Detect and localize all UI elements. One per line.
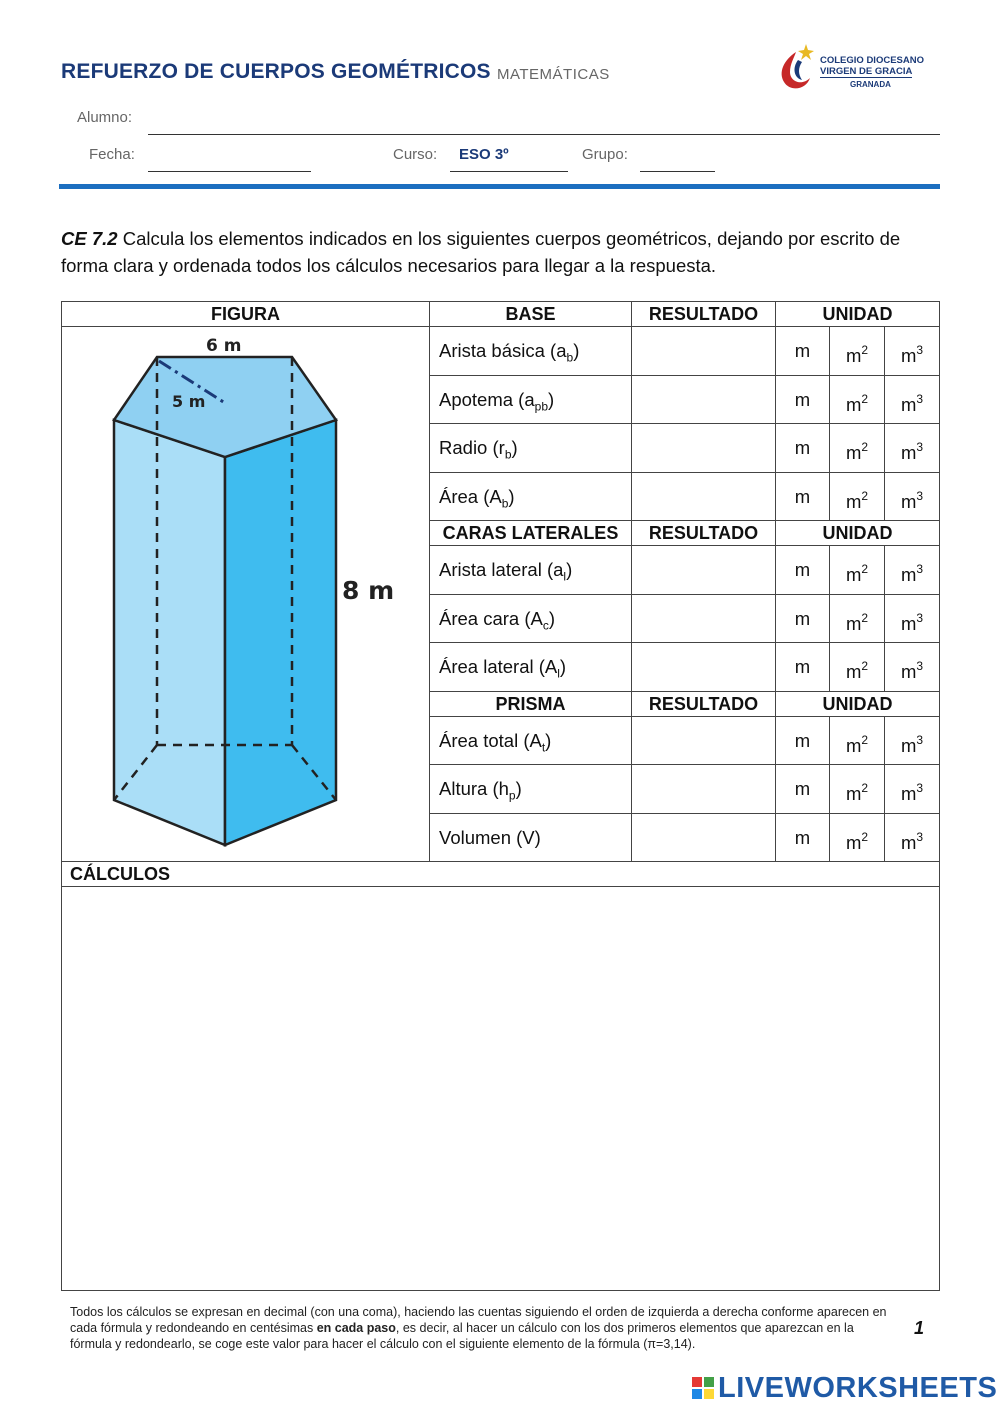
unit-m3-option[interactable] xyxy=(885,814,939,862)
unit-m2-base: m xyxy=(845,832,862,854)
curso-value: ESO 3º xyxy=(459,146,509,163)
unit-m-option[interactable] xyxy=(776,765,830,814)
unit-m3-exp: 3 xyxy=(916,562,924,576)
unit-m3-base: m xyxy=(900,783,917,805)
unit-m2-option[interactable] xyxy=(830,473,885,521)
footer-text-2: , es decir, al hacer un cálculo con los dos primeros elementos que aparezcan en la fórmula y redondearlo, se coge este valor para hacer el cálculo con el siguiente elemento de la fórmula (π=3,14). xyxy=(70,1321,854,1351)
unit-m2-base: m xyxy=(845,783,862,805)
footer-text-1: Todos los cálculos se expresan en decimal (con una coma), haciendo las cuentas siguiendo el orden de izquierda a derecha conforme aparecen en cada fórmula y redondeando en centésimas xyxy=(70,1305,887,1335)
result-input[interactable] xyxy=(632,327,776,376)
unit-m2-option[interactable] xyxy=(830,376,885,424)
row-label-sub: pb xyxy=(534,399,548,414)
row-label-close: ) xyxy=(515,778,522,799)
unit-m2-base: m xyxy=(845,345,862,367)
apothem-label: 5 m xyxy=(172,392,206,411)
unit-m2-exp: 2 xyxy=(861,733,869,747)
row-label-sub: l xyxy=(557,666,560,681)
criterion-code: CE 7.2 xyxy=(61,228,118,249)
row-label-close: ) xyxy=(548,389,555,410)
unit-m-option[interactable] xyxy=(776,643,830,692)
unit-m-text: m xyxy=(794,827,811,848)
unit-m2-base: m xyxy=(845,491,862,513)
caras-unit-header: UNIDAD xyxy=(776,521,939,546)
row-label-close: ) xyxy=(545,730,552,751)
unit-m3-option[interactable] xyxy=(885,327,939,376)
unit-m-text: m xyxy=(794,608,811,629)
unit-m2-option[interactable] xyxy=(830,765,885,814)
unit-m2-base: m xyxy=(845,394,862,416)
unit-m-option[interactable] xyxy=(776,814,830,862)
unit-m3-exp: 3 xyxy=(916,343,924,357)
unit-m3-base: m xyxy=(900,735,917,757)
result-input[interactable] xyxy=(632,424,776,473)
grupo-label: Grupo: xyxy=(582,146,628,163)
exercise-table xyxy=(61,301,940,1291)
unit-m-text: m xyxy=(794,778,811,799)
caras-header: CARAS LATERALES xyxy=(430,521,632,546)
row-label-sub: t xyxy=(541,740,546,755)
base-result-header: RESULTADO xyxy=(632,302,776,327)
prisma-unit-header: UNIDAD xyxy=(776,692,939,717)
row-label-text: Arista básica (a xyxy=(439,340,567,361)
unit-m2-base: m xyxy=(845,442,862,464)
row-label xyxy=(430,765,632,814)
unit-m2-exp: 2 xyxy=(861,659,869,673)
row-label xyxy=(430,546,632,595)
unit-m-option[interactable] xyxy=(776,376,830,424)
result-input[interactable] xyxy=(632,643,776,692)
unit-m3-option[interactable] xyxy=(885,717,939,765)
row-label-sub: b xyxy=(501,496,509,511)
row-label-close: ) xyxy=(511,437,518,458)
unit-m2-option[interactable] xyxy=(830,595,885,643)
row-label-close: ) xyxy=(559,656,567,677)
grupo-field[interactable] xyxy=(640,171,715,172)
unit-m-text: m xyxy=(794,340,811,361)
unit-m3-base: m xyxy=(900,832,917,854)
unit-m2-option[interactable] xyxy=(830,814,885,862)
unit-m2-base: m xyxy=(845,735,862,757)
row-label-sub: b xyxy=(504,447,512,462)
row-label-text: Arista lateral (a xyxy=(439,559,564,580)
row-label xyxy=(430,643,632,692)
footer-text-bold: en cada paso xyxy=(316,1321,396,1335)
result-input[interactable] xyxy=(632,376,776,424)
alumno-field[interactable] xyxy=(148,134,940,135)
page-number: 1 xyxy=(914,1318,925,1338)
unit-m-option[interactable] xyxy=(776,473,830,521)
row-label xyxy=(430,424,632,473)
header-divider xyxy=(59,184,940,189)
row-label-text: Área total (A xyxy=(439,730,542,751)
unit-m2-option[interactable] xyxy=(830,643,885,692)
result-input[interactable] xyxy=(632,814,776,862)
worksheet-title: REFUERZO DE CUERPOS GEOMÉTRICOS xyxy=(61,60,491,83)
fecha-label: Fecha: xyxy=(89,146,135,163)
row-label xyxy=(430,473,632,521)
result-input[interactable] xyxy=(632,546,776,595)
unit-m2-base: m xyxy=(845,613,862,635)
unit-m3-exp: 3 xyxy=(916,781,924,795)
unit-m2-base: m xyxy=(845,564,862,586)
instructions xyxy=(61,225,946,279)
row-label-close: ) xyxy=(573,340,580,361)
result-input[interactable] xyxy=(632,765,776,814)
unit-m2-option[interactable] xyxy=(830,546,885,595)
calculos-area[interactable] xyxy=(62,887,939,1290)
unit-m3-option[interactable] xyxy=(885,643,939,692)
unit-m3-base: m xyxy=(900,491,917,513)
logo-line-2: VIRGEN DE GRACIA xyxy=(820,66,913,77)
unit-m2-exp: 2 xyxy=(861,440,869,454)
logo-line-1: COLEGIO DIOCESANO xyxy=(820,55,924,66)
unit-m3-base: m xyxy=(900,345,917,367)
row-label xyxy=(430,595,632,643)
base-header: BASE xyxy=(430,302,632,327)
prisma-result-header: RESULTADO xyxy=(632,692,776,717)
unit-m-option[interactable] xyxy=(776,424,830,473)
logo-line-3: GRANADA xyxy=(850,80,891,89)
pentagonal-prism-figure xyxy=(62,327,430,862)
figure-cell xyxy=(62,327,430,862)
row-label-text: Apotema (a xyxy=(439,389,535,410)
unit-m3-exp: 3 xyxy=(916,611,924,625)
result-input[interactable] xyxy=(632,595,776,643)
unit-m-option[interactable] xyxy=(776,327,830,376)
height-label: 8 m xyxy=(342,576,395,605)
unit-m2-exp: 2 xyxy=(861,562,869,576)
curso-field[interactable] xyxy=(450,171,568,172)
row-label-close: ) xyxy=(548,608,556,629)
unit-m2-exp: 2 xyxy=(861,489,869,503)
unit-m3-exp: 3 xyxy=(916,440,924,454)
row-label xyxy=(430,376,632,424)
unit-m-text: m xyxy=(794,437,811,458)
row-label-sub: p xyxy=(508,788,516,803)
unit-m-text: m xyxy=(794,559,811,580)
liveworksheets-text: LIVEWORKSHEETS xyxy=(718,1372,998,1404)
row-label xyxy=(430,327,632,376)
school-logo xyxy=(776,42,946,94)
unit-m2-base: m xyxy=(845,661,862,683)
unit-m3-exp: 3 xyxy=(916,733,924,747)
row-label-text: Área lateral (A xyxy=(439,656,558,677)
unit-m3-option[interactable] xyxy=(885,376,939,424)
unit-m2-option[interactable] xyxy=(830,327,885,376)
unit-m-text: m xyxy=(794,656,811,677)
base-unit-header: UNIDAD xyxy=(776,302,939,327)
unit-m3-exp: 3 xyxy=(916,830,924,844)
instructions-text: Calcula los elementos indicados en los siguientes cuerpos geométricos, dejando por escrito de forma clara y ordenada todos los cálculos necesarios para llegar a la respuesta. xyxy=(61,228,901,276)
subject-label: MATEMÁTICAS xyxy=(497,66,610,83)
unit-m3-option[interactable] xyxy=(885,546,939,595)
calculos-header: CÁLCULOS xyxy=(62,862,939,887)
figura-header: FIGURA xyxy=(62,302,430,327)
alumno-label: Alumno: xyxy=(77,109,133,126)
caras-result-header: RESULTADO xyxy=(632,521,776,546)
school-logo-icon xyxy=(776,42,818,94)
row-label-sub: c xyxy=(542,618,549,633)
unit-m3-exp: 3 xyxy=(916,392,924,406)
unit-m-text: m xyxy=(794,486,811,507)
unit-m-option[interactable] xyxy=(776,546,830,595)
unit-m-option[interactable] xyxy=(776,595,830,643)
unit-m-text: m xyxy=(794,730,811,751)
row-label-text: Radio (r xyxy=(439,437,505,458)
liveworksheets-brand xyxy=(692,1372,997,1405)
row-label-text: Área cara (A xyxy=(439,608,543,629)
row-label-close: ) xyxy=(508,486,515,507)
unit-m3-base: m xyxy=(900,613,917,635)
unit-m2-exp: 2 xyxy=(861,830,869,844)
row-label xyxy=(430,814,632,862)
unit-m3-exp: 3 xyxy=(916,659,924,673)
unit-m2-option[interactable] xyxy=(830,717,885,765)
unit-m3-base: m xyxy=(900,564,917,586)
liveworksheets-icon xyxy=(692,1377,714,1399)
result-input[interactable] xyxy=(632,717,776,765)
unit-m2-exp: 2 xyxy=(861,611,869,625)
row-label-sub: b xyxy=(566,350,574,365)
prisma-header: PRISMA xyxy=(430,692,632,717)
row-label xyxy=(430,717,632,765)
unit-m3-option[interactable] xyxy=(885,765,939,814)
unit-m2-exp: 2 xyxy=(861,781,869,795)
row-label-close: ) xyxy=(566,559,573,580)
row-label-text: Área (A xyxy=(439,486,502,507)
unit-m-option[interactable] xyxy=(776,717,830,765)
unit-m3-base: m xyxy=(900,394,917,416)
unit-m3-exp: 3 xyxy=(916,489,924,503)
unit-m3-option[interactable] xyxy=(885,424,939,473)
row-label-text: Volumen (V) xyxy=(439,827,541,848)
unit-m3-option[interactable] xyxy=(885,595,939,643)
row-label-sub: l xyxy=(563,569,567,584)
unit-m2-exp: 2 xyxy=(861,343,869,357)
unit-m3-base: m xyxy=(900,442,917,464)
unit-m3-option[interactable] xyxy=(885,473,939,521)
row-label-text: Altura (h xyxy=(439,778,509,799)
unit-m-text: m xyxy=(794,389,811,410)
unit-m2-option[interactable] xyxy=(830,424,885,473)
footer-note xyxy=(70,1304,890,1352)
top-edge-label: 6 m xyxy=(206,336,242,356)
result-input[interactable] xyxy=(632,473,776,521)
unit-m2-exp: 2 xyxy=(861,392,869,406)
fecha-field[interactable] xyxy=(148,171,311,172)
unit-m3-base: m xyxy=(900,661,917,683)
curso-label: Curso: xyxy=(393,146,438,163)
